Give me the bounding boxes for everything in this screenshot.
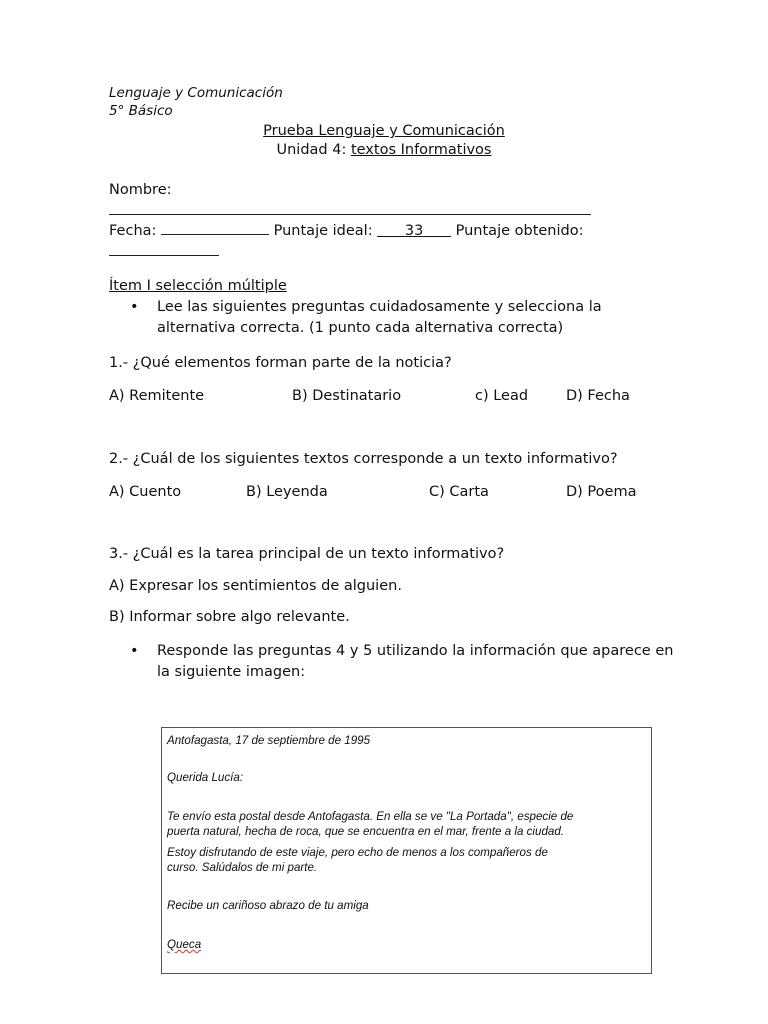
postcard-greeting: Querida Lucía:: [167, 771, 244, 784]
puntaje-ideal-number: 33: [404, 223, 424, 239]
instruction-2-text: Responde las preguntas 4 y 5 utilizando la información que aparece en la siguiente imagen:: [157, 643, 674, 680]
question-1-text: 1.- ¿Qué elementos forman parte de la noticia?: [109, 355, 452, 371]
question-2-text: 2.- ¿Cuál de los siguientes textos corresponde a un texto informativo?: [109, 451, 618, 467]
bullet-icon: •: [130, 643, 139, 659]
puntaje-ideal-label: Puntaje ideal:: [273, 223, 373, 239]
subject-label: Lenguaje y Comunicación: [109, 85, 283, 101]
fecha-row: [109, 220, 583, 240]
fecha-label: Fecha:: [109, 223, 157, 239]
section-title: Ítem I selección múltiple: [109, 278, 287, 294]
q3-option-b[interactable]: B) Informar sobre algo relevante.: [109, 609, 350, 625]
q2-option-a[interactable]: A) Cuento: [109, 484, 182, 500]
postcard-p1-line2: puerta natural, hecha de roca, que se encuentra en el mar, frente a la ciudad.: [167, 825, 565, 838]
question-3-text: 3.- ¿Cuál es la tarea principal de un texto informativo?: [109, 546, 505, 562]
unit-title-topic: textos Informativos: [350, 142, 492, 158]
nombre-field-line[interactable]: [109, 214, 591, 215]
puntaje-obtenido-label: Puntaje obtenido:: [455, 223, 584, 239]
q1-option-d[interactable]: D) Fecha: [566, 388, 630, 404]
postcard-signature: Queca: [167, 938, 202, 951]
postcard-date: Antofagasta, 17 de septiembre de 1995: [167, 734, 371, 747]
postcard-p2-line2: curso. Salúdalos de mi parte.: [167, 861, 318, 874]
q2-option-d[interactable]: D) Poema: [566, 484, 637, 500]
postcard-image: [161, 727, 652, 974]
q2-option-c[interactable]: C) Carta: [429, 484, 489, 500]
q1-option-b[interactable]: B) Destinatario: [292, 388, 402, 404]
test-title: [0, 122, 768, 140]
instruction-text: Lee las siguientes preguntas cuidadosamente y selecciona la alternativa correcta. (1 punto cada alternativa correcta): [157, 299, 602, 336]
bullet-icon: •: [130, 299, 139, 315]
q2-option-b[interactable]: B) Leyenda: [246, 484, 328, 500]
puntaje-ideal-value: [377, 223, 451, 239]
test-title-text: Prueba Lenguaje y Comunicación: [263, 123, 505, 139]
q1-option-a[interactable]: A) Remitente: [109, 388, 205, 404]
postcard-closing: Recibe un cariñoso abrazo de tu amiga: [167, 899, 369, 912]
postcard-p2-line1: Estoy disfrutando de este viaje, pero echo de menos a los compañeros de: [167, 846, 548, 859]
unit-title-prefix: Unidad 4:: [276, 142, 351, 158]
nombre-label: Nombre:: [109, 182, 172, 198]
q3-option-a[interactable]: A) Expresar los sentimientos de alguien.: [109, 578, 402, 594]
fecha-field[interactable]: [161, 220, 269, 235]
unit-title: [0, 141, 768, 159]
postcard-p1-line1: Te envío esta postal desde Antofagasta. En ella se ve "La Portada", especie de: [167, 810, 574, 823]
puntaje-obtenido-field[interactable]: [109, 255, 219, 256]
grade-label: 5° Básico: [109, 103, 173, 119]
q1-option-c[interactable]: c) Lead: [475, 388, 529, 404]
